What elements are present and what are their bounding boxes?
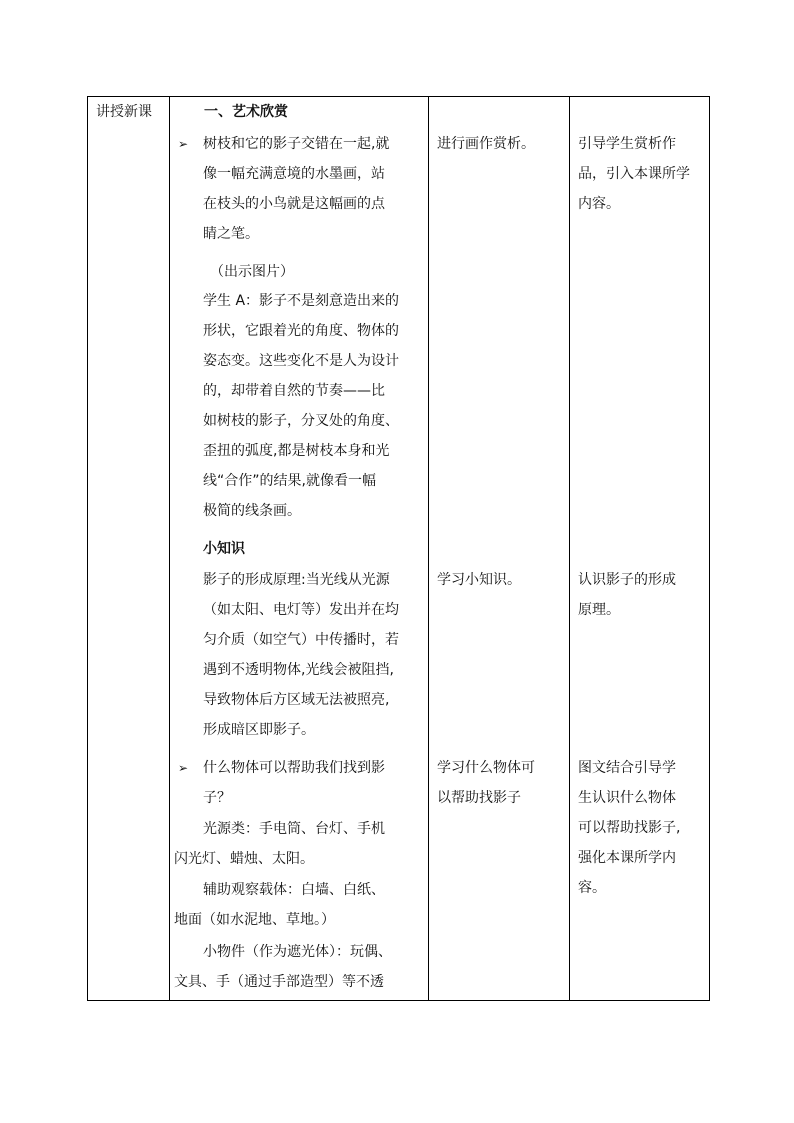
intent-text: 强化本课所学内: [578, 850, 676, 866]
student-activity-cell: [429, 97, 570, 1001]
observation-line: 地面（如水泥地、草地。）: [174, 912, 335, 928]
intent-text: 原理。: [578, 602, 620, 618]
show-picture-note: （出示图片）: [210, 264, 294, 280]
intent-text: 可以帮助找影子,: [578, 820, 681, 836]
student-line: 极简的线条画。: [203, 503, 301, 519]
intent-text: 品，引入本课所学: [578, 166, 690, 182]
bullet-arrow-icon: ➢: [178, 761, 189, 775]
question-line: 子？: [203, 790, 231, 806]
light-sources-line: 闪光灯、蜡烛、太阳。: [174, 851, 314, 867]
tip-heading: 小知识: [203, 541, 245, 557]
tip-line: 匀介质（如空气）中传播时，若: [203, 632, 399, 648]
intent-text: 引导学生赏析作: [578, 136, 676, 152]
activity-text: 学习小知识。: [437, 572, 521, 588]
lesson-plan-table: [87, 96, 710, 1001]
student-line: 形状，它跟着光的角度、物体的: [203, 323, 399, 339]
bullet-arrow-icon: ➢: [178, 137, 189, 151]
paragraph-line: 像一幅充满意境的水墨画，站: [203, 166, 385, 182]
student-line: 歪扭的弧度,都是树枝本身和光: [203, 443, 390, 459]
design-intent-cell: [570, 97, 710, 1001]
small-objects-line: 小物件（作为遮光体）：玩偶、: [203, 944, 392, 960]
paragraph-line: 睛之笔。: [203, 226, 259, 242]
section-cell: [88, 97, 170, 1001]
intent-text: 认识影子的形成: [578, 572, 676, 588]
activity-text: 以帮助找影子: [437, 790, 521, 806]
student-line: 的，却带着自然的节奏——比: [203, 383, 385, 399]
paragraph-line: 在枝头的小鸟就是这幅画的点: [203, 196, 385, 212]
student-line: 如树枝的影子，分叉处的角度、: [203, 413, 399, 429]
intent-text: 内容。: [578, 196, 620, 212]
tip-line: （如太阳、电灯等）发出并在均: [203, 602, 399, 618]
table-row: [88, 97, 710, 1001]
activity-text: 进行画作赏析。: [437, 136, 535, 152]
student-line: 学生 A：影子不是刻意造出来的: [203, 293, 400, 309]
intent-text: 生认识什么物体: [578, 790, 676, 806]
question-line: 什么物体可以帮助我们找到影: [203, 760, 385, 776]
light-sources-line: 光源类：手电筒、台灯、手机: [203, 821, 385, 837]
intent-text: 图文结合引导学: [578, 760, 676, 776]
intent-text: 容。: [578, 880, 606, 896]
art-appreciation-heading: 一、艺术欣赏: [204, 104, 288, 120]
small-objects-line: 文具、手（通过手部造型）等不透: [174, 974, 384, 990]
observation-line: 辅助观察载体：白墙、白纸、: [203, 882, 385, 898]
tip-line: 影子的形成原理:当光线从光源: [203, 572, 390, 588]
content-cell: [170, 97, 429, 1001]
paragraph-line: 树枝和它的影子交错在一起,就: [203, 136, 390, 152]
section-label: 讲授新课: [96, 104, 152, 120]
student-line: 线“合作”的结果,就像看一幅: [203, 473, 376, 489]
tip-line: 导致物体后方区域无法被照亮,: [203, 692, 390, 708]
tip-line: 形成暗区即影子。: [203, 722, 315, 738]
student-line: 姿态变。这些变化不是人为设计: [203, 353, 399, 369]
tip-line: 遇到不透明物体,光线会被阻挡,: [203, 662, 394, 678]
activity-text: 学习什么物体可: [437, 760, 535, 776]
